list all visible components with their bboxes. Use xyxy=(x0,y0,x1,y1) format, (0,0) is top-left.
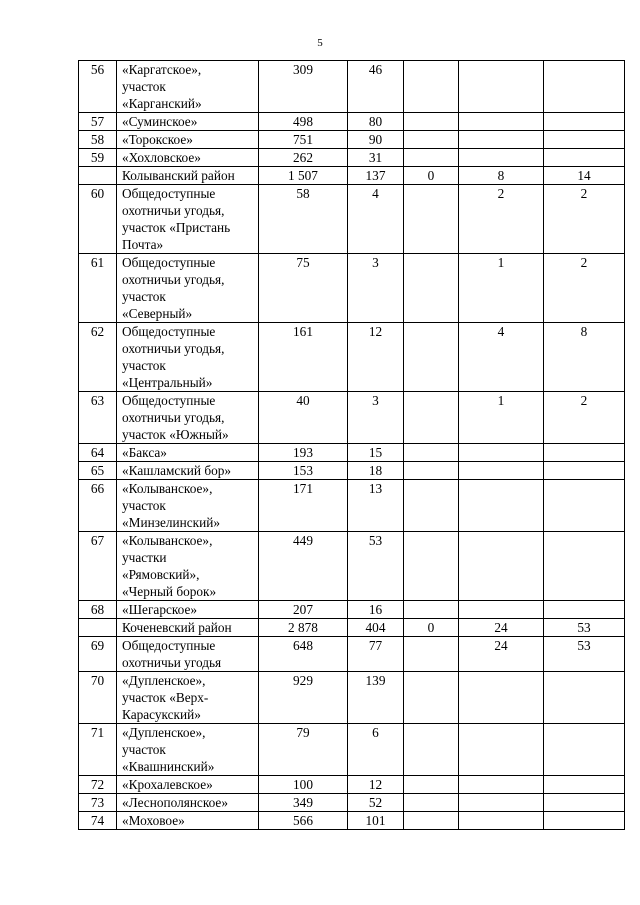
value-b-cell: 52 xyxy=(348,794,404,812)
value-e-cell xyxy=(544,812,625,830)
row-name-cell: «Дупленское», участок «Верх- Карасукский» xyxy=(117,672,259,724)
value-e-cell xyxy=(544,131,625,149)
value-b-cell: 3 xyxy=(348,254,404,323)
value-a-cell: 153 xyxy=(259,462,348,480)
value-d-cell xyxy=(459,131,544,149)
row-name-cell: «Суминское» xyxy=(117,113,259,131)
row-name-cell: «Дупленское», участок «Квашнинский» xyxy=(117,724,259,776)
table-row xyxy=(79,601,625,619)
row-number-cell: 67 xyxy=(79,532,117,601)
value-d-cell: 1 xyxy=(459,392,544,444)
row-name-cell: «Бакса» xyxy=(117,444,259,462)
value-d-cell xyxy=(459,113,544,131)
value-c-cell xyxy=(404,462,459,480)
value-c-cell xyxy=(404,776,459,794)
row-number-cell: 65 xyxy=(79,462,117,480)
row-number-cell: 66 xyxy=(79,480,117,532)
value-c-cell xyxy=(404,185,459,254)
value-c-cell: 0 xyxy=(404,619,459,637)
row-number-cell xyxy=(79,167,117,185)
table-row xyxy=(79,131,625,149)
value-c-cell xyxy=(404,113,459,131)
value-c-cell xyxy=(404,323,459,392)
value-b-cell: 4 xyxy=(348,185,404,254)
value-e-cell: 2 xyxy=(544,254,625,323)
value-c-cell xyxy=(404,672,459,724)
value-b-cell: 80 xyxy=(348,113,404,131)
page-number: 5 xyxy=(317,37,323,49)
value-b-cell: 77 xyxy=(348,637,404,672)
table-row xyxy=(79,185,625,254)
table-row xyxy=(79,462,625,480)
value-a-cell: 262 xyxy=(259,149,348,167)
value-d-cell xyxy=(459,480,544,532)
hunting-grounds-table xyxy=(78,60,625,830)
row-name-cell: «Хохловское» xyxy=(117,149,259,167)
value-b-cell: 90 xyxy=(348,131,404,149)
value-b-cell: 15 xyxy=(348,444,404,462)
row-name-cell: Общедоступные охотничьи угодья xyxy=(117,637,259,672)
value-a-cell: 1 507 xyxy=(259,167,348,185)
value-e-cell xyxy=(544,149,625,167)
row-number-cell: 71 xyxy=(79,724,117,776)
row-number-cell: 68 xyxy=(79,601,117,619)
value-b-cell: 16 xyxy=(348,601,404,619)
value-c-cell xyxy=(404,254,459,323)
row-name-cell: «Каргатское», участок «Карганский» xyxy=(117,61,259,113)
row-name-cell: «Колыванское», участки «Рямовский», «Черный борок» xyxy=(117,532,259,601)
row-number-cell: 57 xyxy=(79,113,117,131)
value-a-cell: 75 xyxy=(259,254,348,323)
row-name-cell: Колыванский район xyxy=(117,167,259,185)
value-c-cell xyxy=(404,480,459,532)
row-number-cell: 74 xyxy=(79,812,117,830)
value-b-cell: 6 xyxy=(348,724,404,776)
row-name-cell: «Колыванское», участок «Минзелинский» xyxy=(117,480,259,532)
value-b-cell: 53 xyxy=(348,532,404,601)
value-c-cell: 0 xyxy=(404,167,459,185)
value-c-cell xyxy=(404,131,459,149)
row-number-cell: 62 xyxy=(79,323,117,392)
value-e-cell xyxy=(544,794,625,812)
table-row xyxy=(79,444,625,462)
value-a-cell: 193 xyxy=(259,444,348,462)
table-row xyxy=(79,323,625,392)
table-body xyxy=(79,61,625,830)
row-name-cell: Коченевский район xyxy=(117,619,259,637)
value-a-cell: 2 878 xyxy=(259,619,348,637)
value-b-cell: 13 xyxy=(348,480,404,532)
row-number-cell: 59 xyxy=(79,149,117,167)
value-a-cell: 58 xyxy=(259,185,348,254)
table-row xyxy=(79,149,625,167)
value-b-cell: 46 xyxy=(348,61,404,113)
row-number-cell: 56 xyxy=(79,61,117,113)
value-d-cell xyxy=(459,462,544,480)
row-number-cell: 58 xyxy=(79,131,117,149)
value-d-cell xyxy=(459,532,544,601)
value-d-cell xyxy=(459,724,544,776)
value-e-cell: 8 xyxy=(544,323,625,392)
value-e-cell: 2 xyxy=(544,185,625,254)
value-d-cell xyxy=(459,776,544,794)
value-a-cell: 171 xyxy=(259,480,348,532)
value-e-cell xyxy=(544,444,625,462)
value-d-cell xyxy=(459,61,544,113)
value-d-cell: 4 xyxy=(459,323,544,392)
value-d-cell: 1 xyxy=(459,254,544,323)
value-e-cell xyxy=(544,724,625,776)
value-a-cell: 751 xyxy=(259,131,348,149)
row-name-cell: Общедоступные охотничьи угодья, участок «Северный» xyxy=(117,254,259,323)
row-number-cell: 70 xyxy=(79,672,117,724)
table-row xyxy=(79,167,625,185)
value-a-cell: 449 xyxy=(259,532,348,601)
value-c-cell xyxy=(404,532,459,601)
value-b-cell: 12 xyxy=(348,323,404,392)
value-d-cell xyxy=(459,794,544,812)
row-number-cell: 61 xyxy=(79,254,117,323)
value-d-cell xyxy=(459,812,544,830)
value-b-cell: 18 xyxy=(348,462,404,480)
value-a-cell: 498 xyxy=(259,113,348,131)
value-a-cell: 648 xyxy=(259,637,348,672)
value-c-cell xyxy=(404,812,459,830)
row-number-cell: 64 xyxy=(79,444,117,462)
value-a-cell: 929 xyxy=(259,672,348,724)
value-e-cell xyxy=(544,672,625,724)
value-d-cell xyxy=(459,149,544,167)
row-number-cell: 69 xyxy=(79,637,117,672)
row-name-cell: «Моховое» xyxy=(117,812,259,830)
value-a-cell: 161 xyxy=(259,323,348,392)
value-a-cell: 207 xyxy=(259,601,348,619)
value-e-cell xyxy=(544,462,625,480)
table-row xyxy=(79,113,625,131)
value-a-cell: 100 xyxy=(259,776,348,794)
row-name-cell: «Шегарское» xyxy=(117,601,259,619)
value-b-cell: 31 xyxy=(348,149,404,167)
row-name-cell: Общедоступные охотничьи угодья, участок «Пристань Почта» xyxy=(117,185,259,254)
value-a-cell: 309 xyxy=(259,61,348,113)
value-b-cell: 3 xyxy=(348,392,404,444)
value-d-cell xyxy=(459,672,544,724)
table-row xyxy=(79,776,625,794)
value-d-cell: 8 xyxy=(459,167,544,185)
value-e-cell xyxy=(544,61,625,113)
table-row xyxy=(79,61,625,113)
row-number-cell: 72 xyxy=(79,776,117,794)
table-row xyxy=(79,480,625,532)
row-name-cell: «Леснополянское» xyxy=(117,794,259,812)
value-c-cell xyxy=(404,724,459,776)
value-d-cell: 2 xyxy=(459,185,544,254)
row-number-cell: 73 xyxy=(79,794,117,812)
row-name-cell: «Торокское» xyxy=(117,131,259,149)
value-e-cell: 14 xyxy=(544,167,625,185)
table-row xyxy=(79,619,625,637)
row-number-cell xyxy=(79,619,117,637)
value-c-cell xyxy=(404,392,459,444)
value-c-cell xyxy=(404,61,459,113)
table-row xyxy=(79,532,625,601)
row-number-cell: 63 xyxy=(79,392,117,444)
row-name-cell: Общедоступные охотничьи угодья, участок «Южный» xyxy=(117,392,259,444)
value-c-cell xyxy=(404,794,459,812)
row-name-cell: «Крохалевское» xyxy=(117,776,259,794)
value-b-cell: 137 xyxy=(348,167,404,185)
table-row xyxy=(79,254,625,323)
row-name-cell: Общедоступные охотничьи угодья, участок «Центральный» xyxy=(117,323,259,392)
value-a-cell: 79 xyxy=(259,724,348,776)
value-e-cell: 53 xyxy=(544,619,625,637)
value-e-cell xyxy=(544,480,625,532)
value-d-cell: 24 xyxy=(459,619,544,637)
value-e-cell xyxy=(544,601,625,619)
table-row xyxy=(79,812,625,830)
value-e-cell: 53 xyxy=(544,637,625,672)
value-c-cell xyxy=(404,601,459,619)
value-b-cell: 139 xyxy=(348,672,404,724)
value-d-cell xyxy=(459,444,544,462)
row-name-cell: «Кашламский бор» xyxy=(117,462,259,480)
table-row xyxy=(79,637,625,672)
value-d-cell: 24 xyxy=(459,637,544,672)
value-c-cell xyxy=(404,444,459,462)
value-a-cell: 566 xyxy=(259,812,348,830)
value-c-cell xyxy=(404,149,459,167)
value-c-cell xyxy=(404,637,459,672)
table-row xyxy=(79,392,625,444)
value-e-cell xyxy=(544,776,625,794)
table-row xyxy=(79,672,625,724)
value-a-cell: 40 xyxy=(259,392,348,444)
value-e-cell xyxy=(544,113,625,131)
value-e-cell: 2 xyxy=(544,392,625,444)
table-row xyxy=(79,794,625,812)
value-b-cell: 101 xyxy=(348,812,404,830)
value-e-cell xyxy=(544,532,625,601)
value-b-cell: 12 xyxy=(348,776,404,794)
value-d-cell xyxy=(459,601,544,619)
table-row xyxy=(79,724,625,776)
value-a-cell: 349 xyxy=(259,794,348,812)
value-b-cell: 404 xyxy=(348,619,404,637)
row-number-cell: 60 xyxy=(79,185,117,254)
